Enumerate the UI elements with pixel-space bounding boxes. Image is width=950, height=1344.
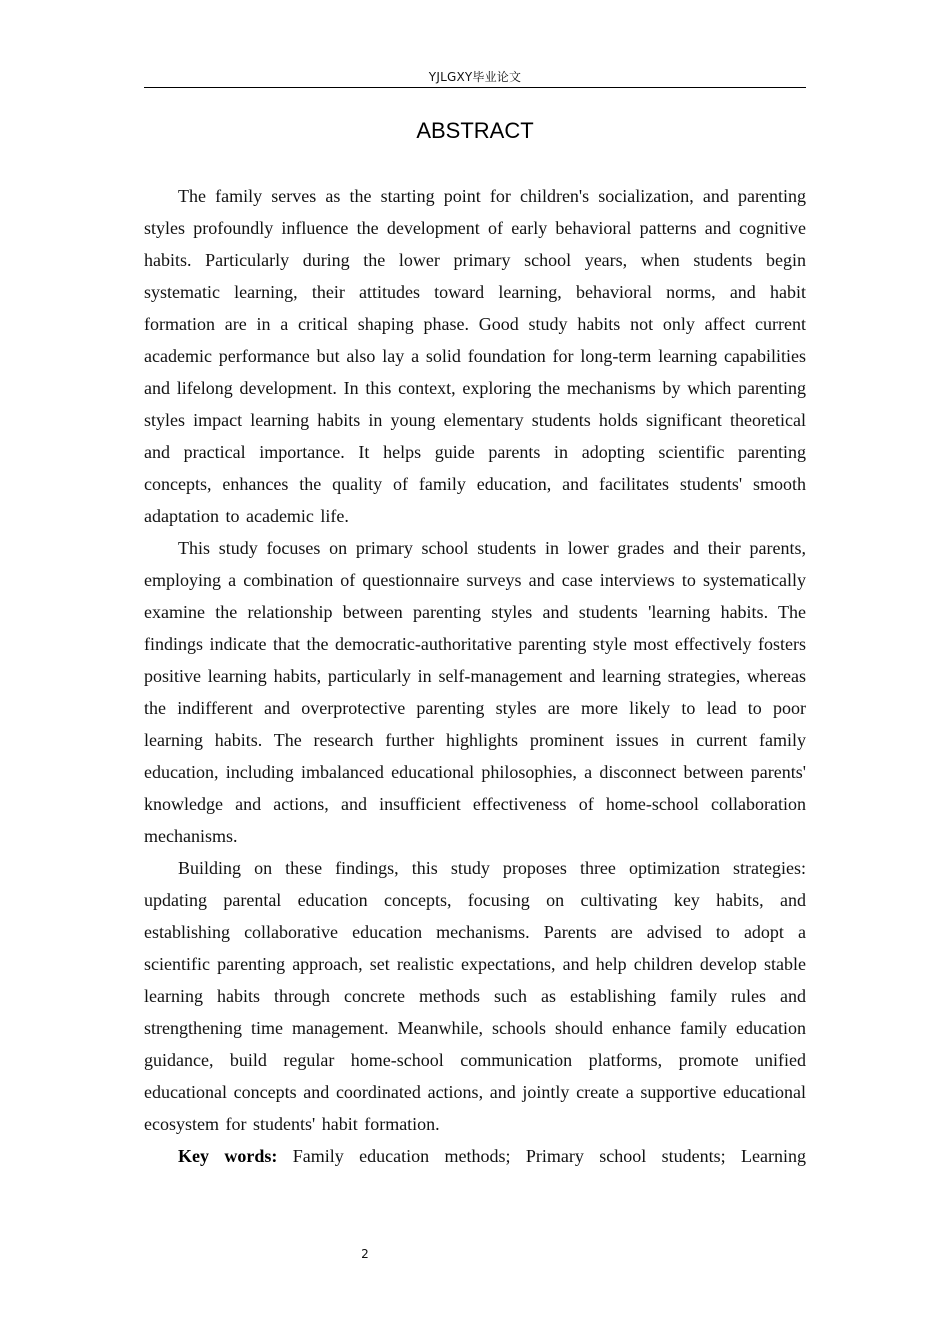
header-rule: [144, 87, 806, 88]
abstract-body: [144, 180, 806, 1172]
keywords-line: [144, 1140, 806, 1172]
running-header: YJLGXY毕业论文: [428, 70, 522, 84]
abstract-title: ABSTRACT: [416, 118, 534, 143]
keywords-text: Family education methods; Primary school students; Learning: [292, 1146, 806, 1166]
keywords-label: Key words:: [178, 1146, 278, 1166]
page-number: 2: [361, 1247, 369, 1261]
abstract-paragraph-3: Building on these findings, this study proposes three optimization strategies: updating parental education concepts, focusing on cultivating key habits, and establishing collaborative education mechanisms. Parents are advised to adopt a scientific parenting approach, set realistic expectations, and help children develop stable learning habits through concrete methods such as establishing family rules and strengthening time management. Meanwhile, schools should enhance family education guidance, build regular home-school communication platforms, promote unified educational concepts and coordinated actions, and jointly create a supportive educational ecosystem for students' habit formation.: [144, 858, 806, 1134]
abstract-paragraph-1: The family serves as the starting point for children's socialization, and parenting styles profoundly influence the development of early behavioral patterns and cognitive habits. Particularly during the lower primary school years, when students begin systematic learning, their attitudes toward learning, behavioral norms, and habit formation are in a critical shaping phase. Good study habits not only affect current academic performance but also lay a solid foundation for long-term learning capabilities and lifelong development. In this context, exploring the mechanisms by which parenting styles impact learning habits in young elementary students holds significant theoretical and practical importance. It helps guide parents in adopting scientific parenting concepts, enhances the quality of family education, and facilitates students' smooth adaptation to academic life.: [144, 186, 806, 526]
abstract-paragraph-2: This study focuses on primary school students in lower grades and their parents, employing a combination of questionnaire surveys and case interviews to systematically examine the relationship between parenting styles and students 'learning habits. The findings indicate that the democratic-authoritative parenting style most effectively fosters positive learning habits, particularly in self-management and learning strategies, whereas the indifferent and overprotective parenting styles are more likely to lead to poor learning habits. The research further highlights prominent issues in current family education, including imbalanced educational philosophies, a disconnect between parents' knowledge and actions, and insufficient effectiveness of home-school collaboration mechanisms.: [144, 538, 806, 846]
